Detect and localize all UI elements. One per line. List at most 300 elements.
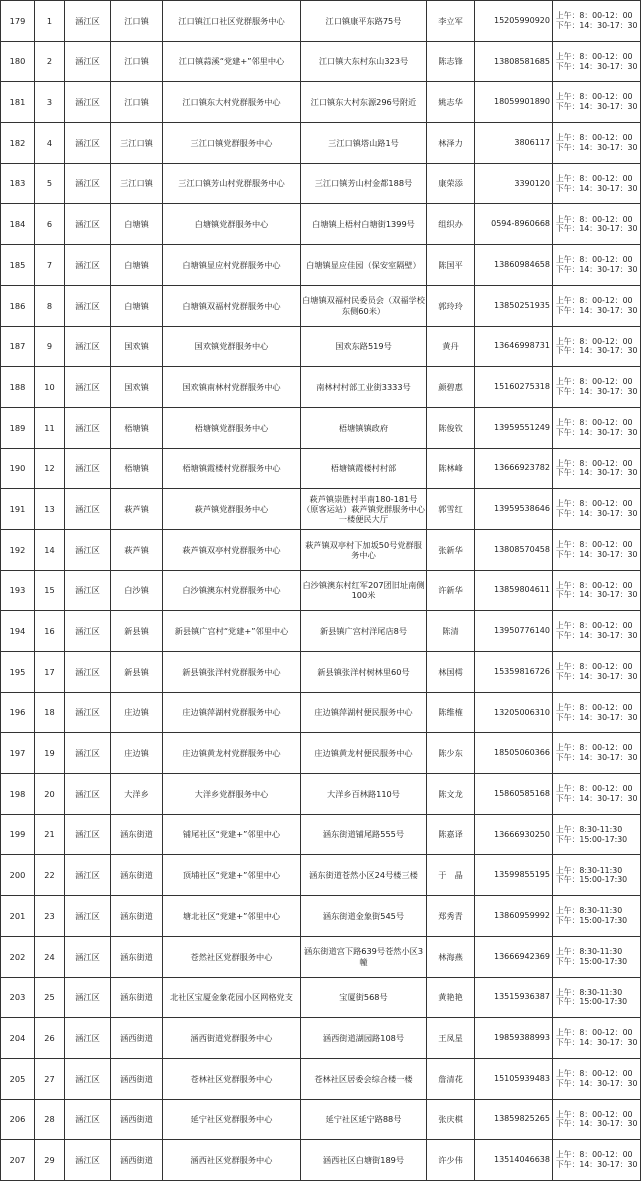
- contact-cell: 于 晶: [427, 855, 475, 896]
- center-name-cell: 梧塘镇霞楼村党群服务中心: [163, 448, 301, 489]
- table-row: [1, 733, 641, 774]
- center-name-cell: 白塘镇显应村党群服务中心: [163, 245, 301, 286]
- hours-pm: 下午：15:00-17:30: [556, 834, 628, 844]
- hours-pm: 下午：14：30-17：30: [556, 183, 638, 193]
- hours-pm: 下午：14：30-17：30: [556, 1160, 638, 1170]
- hours-cell: [553, 123, 641, 164]
- table-row: [1, 285, 641, 326]
- hours-cell: [553, 448, 641, 489]
- hours-cell: [553, 774, 641, 815]
- hours-cell: [553, 82, 641, 123]
- row-number: 5: [35, 163, 65, 204]
- hours-cell: [553, 896, 641, 937]
- hours-pm: 下午：14：30-17：30: [556, 631, 638, 641]
- row-number: 28: [35, 1099, 65, 1140]
- address-cell: 萩芦镇双亭村下加坂50号党群服务中心: [301, 529, 427, 570]
- district-cell: 涵江区: [65, 774, 111, 815]
- row-id: 204: [1, 1018, 35, 1059]
- address-cell: 三江口镇塔山路1号: [301, 123, 427, 164]
- row-id: 201: [1, 896, 35, 937]
- hours-cell: [553, 245, 641, 286]
- table-row: [1, 529, 641, 570]
- town-cell: 白塘镇: [111, 245, 163, 286]
- hours-am: 上午：8：00-12：00: [556, 580, 633, 590]
- hours-pm: 下午：14：30-17：30: [556, 712, 638, 722]
- row-number: 9: [35, 326, 65, 367]
- center-name-cell: 三江口镇芳山村党群服务中心: [163, 163, 301, 204]
- row-number: 25: [35, 977, 65, 1018]
- contact-cell: 张新华: [427, 529, 475, 570]
- row-id: 186: [1, 285, 35, 326]
- address-cell: 涵西社区白塘街189号: [301, 1140, 427, 1181]
- hours-pm: 下午：14：30-17：30: [556, 427, 638, 437]
- contact-cell: 康荣添: [427, 163, 475, 204]
- table-row: [1, 1099, 641, 1140]
- contact-cell: 许新华: [427, 570, 475, 611]
- phone-cell: 13959538646: [475, 489, 553, 530]
- row-id: 199: [1, 814, 35, 855]
- row-number: 23: [35, 896, 65, 937]
- table-row: [1, 977, 641, 1018]
- district-cell: 涵江区: [65, 489, 111, 530]
- address-cell: 宝厦街568号: [301, 977, 427, 1018]
- address-cell: 庄边镇黄龙村便民服务中心: [301, 733, 427, 774]
- hours-am: 上午：8：00-12：00: [556, 214, 633, 224]
- hours-cell: [553, 977, 641, 1018]
- table-row: [1, 611, 641, 652]
- hours-cell: [553, 652, 641, 693]
- phone-cell: 13859825265: [475, 1099, 553, 1140]
- hours-am: 上午：8:30-11:30: [556, 906, 623, 916]
- hours-pm: 下午：14：30-17：30: [556, 264, 638, 274]
- table-row: [1, 407, 641, 448]
- hours-pm: 下午：14：30-17：30: [556, 1078, 638, 1088]
- table-row: [1, 652, 641, 693]
- hours-cell: [553, 326, 641, 367]
- district-cell: 涵江区: [65, 1140, 111, 1181]
- district-cell: 涵江区: [65, 367, 111, 408]
- address-cell: 白沙镇澳东村红军207团旧址南侧100米: [301, 570, 427, 611]
- hours-am: 上午：8：00-12：00: [556, 51, 633, 61]
- row-number: 12: [35, 448, 65, 489]
- town-cell: 江口镇: [111, 41, 163, 82]
- phone-cell: 13808581685: [475, 41, 553, 82]
- district-cell: 涵江区: [65, 123, 111, 164]
- row-number: 13: [35, 489, 65, 530]
- district-cell: 涵江区: [65, 611, 111, 652]
- district-cell: 涵江区: [65, 896, 111, 937]
- town-cell: 三江口镇: [111, 123, 163, 164]
- address-cell: 庄边镇萍湖村便民服务中心: [301, 692, 427, 733]
- table-row: [1, 204, 641, 245]
- phone-cell: 13515936387: [475, 977, 553, 1018]
- hours-am: 上午：8：00-12：00: [556, 662, 633, 672]
- row-number: 22: [35, 855, 65, 896]
- center-name-cell: 三江口镇党群服务中心: [163, 123, 301, 164]
- town-cell: 庄边镇: [111, 692, 163, 733]
- hours-pm: 下午：15:00-17:30: [556, 915, 628, 925]
- town-cell: 梧塘镇: [111, 448, 163, 489]
- hours-am: 上午：8：00-12：00: [556, 499, 633, 509]
- row-number: 16: [35, 611, 65, 652]
- table-row: [1, 82, 641, 123]
- row-id: 184: [1, 204, 35, 245]
- hours-cell: [553, 163, 641, 204]
- contact-cell: 张庆棋: [427, 1099, 475, 1140]
- center-name-cell: 江口镇东大村党群服务中心: [163, 82, 301, 123]
- town-cell: 新县镇: [111, 611, 163, 652]
- contact-cell: 陈志锋: [427, 41, 475, 82]
- hours-cell: [553, 570, 641, 611]
- hours-cell: [553, 1140, 641, 1181]
- contact-cell: 李立军: [427, 1, 475, 42]
- hours-pm: 下午：14：30-17：30: [556, 671, 638, 681]
- table-row: [1, 367, 641, 408]
- center-name-cell: 涵西街道党群服务中心: [163, 1018, 301, 1059]
- phone-cell: 13514046638: [475, 1140, 553, 1181]
- center-name-cell: 庄边镇黄龙村党群服务中心: [163, 733, 301, 774]
- hours-cell: [553, 1, 641, 42]
- phone-cell: 13860959992: [475, 896, 553, 937]
- contact-cell: 组织办: [427, 204, 475, 245]
- row-number: 3: [35, 82, 65, 123]
- row-id: 198: [1, 774, 35, 815]
- phone-cell: 15105939483: [475, 1058, 553, 1099]
- address-cell: 苍林社区居委会综合楼一楼: [301, 1058, 427, 1099]
- center-name-cell: 梧塘镇党群服务中心: [163, 407, 301, 448]
- town-cell: 涵西街道: [111, 1058, 163, 1099]
- contact-cell: 许少伟: [427, 1140, 475, 1181]
- district-cell: 涵江区: [65, 1018, 111, 1059]
- district-cell: 涵江区: [65, 855, 111, 896]
- row-id: 207: [1, 1140, 35, 1181]
- center-name-cell: 新县镇广宫村“党建+”邻里中心: [163, 611, 301, 652]
- row-number: 17: [35, 652, 65, 693]
- town-cell: 涵西街道: [111, 1099, 163, 1140]
- town-cell: 国欢镇: [111, 367, 163, 408]
- contact-cell: 郑秀青: [427, 896, 475, 937]
- hours-am: 上午：8：00-12：00: [556, 1068, 633, 1078]
- phone-cell: 13599855195: [475, 855, 553, 896]
- table-body: [1, 1, 641, 1181]
- contact-cell: 陈清: [427, 611, 475, 652]
- row-number: 11: [35, 407, 65, 448]
- row-number: 14: [35, 529, 65, 570]
- town-cell: 国欢镇: [111, 326, 163, 367]
- table-row: [1, 1, 641, 42]
- phone-cell: 18505060366: [475, 733, 553, 774]
- phone-cell: 13666942369: [475, 936, 553, 977]
- contact-cell: 黄丹: [427, 326, 475, 367]
- hours-cell: [553, 407, 641, 448]
- address-cell: 江口镇东大村东源296号附近: [301, 82, 427, 123]
- row-id: 183: [1, 163, 35, 204]
- row-number: 7: [35, 245, 65, 286]
- phone-cell: 3806117: [475, 123, 553, 164]
- contact-cell: 黄艳艳: [427, 977, 475, 1018]
- contact-cell: 郭雪红: [427, 489, 475, 530]
- row-id: 179: [1, 1, 35, 42]
- contact-cell: 林泽力: [427, 123, 475, 164]
- row-number: 24: [35, 936, 65, 977]
- town-cell: 新县镇: [111, 652, 163, 693]
- hours-cell: [553, 692, 641, 733]
- hours-am: 上午：8：00-12：00: [556, 702, 633, 712]
- hours-am: 上午：8：00-12：00: [556, 458, 633, 468]
- address-cell: 涵西街道湖园路108号: [301, 1018, 427, 1059]
- hours-pm: 下午：14：30-17：30: [556, 549, 638, 559]
- row-id: 200: [1, 855, 35, 896]
- hours-am: 上午：8：00-12：00: [556, 11, 633, 21]
- hours-cell: [553, 489, 641, 530]
- address-cell: 新县镇张洋村树林里60号: [301, 652, 427, 693]
- address-cell: 涵东街道宫下路639号苍然小区3幢: [301, 936, 427, 977]
- phone-cell: 19859388993: [475, 1018, 553, 1059]
- address-cell: 梧塘镇霞楼村村部: [301, 448, 427, 489]
- hours-cell: [553, 611, 641, 652]
- phone-cell: 13959551249: [475, 407, 553, 448]
- address-cell: 延宁社区延宁路88号: [301, 1099, 427, 1140]
- table-row: [1, 245, 641, 286]
- contact-cell: 陈俊钦: [427, 407, 475, 448]
- row-number: 15: [35, 570, 65, 611]
- hours-pm: 下午：14：30-17：30: [556, 1038, 638, 1048]
- district-cell: 涵江区: [65, 204, 111, 245]
- hours-pm: 下午：14：30-17：30: [556, 61, 638, 71]
- table-row: [1, 570, 641, 611]
- contact-cell: 王凤星: [427, 1018, 475, 1059]
- center-name-cell: 江口镇江口社区党群服务中心: [163, 1, 301, 42]
- address-cell: 白塘镇上梧村白塘街1399号: [301, 204, 427, 245]
- hours-am: 上午：8:30-11:30: [556, 865, 623, 875]
- hours-pm: 下午：14：30-17：30: [556, 509, 638, 519]
- town-cell: 涵东街道: [111, 814, 163, 855]
- row-id: 180: [1, 41, 35, 82]
- contact-cell: 陈少东: [427, 733, 475, 774]
- row-number: 1: [35, 1, 65, 42]
- contact-cell: 林海燕: [427, 936, 475, 977]
- address-cell: 萩芦镇崇胜村半南180-181号（原客运站）萩芦镇党群服务中心一楼便民大厅: [301, 489, 427, 530]
- phone-cell: 13850251935: [475, 285, 553, 326]
- phone-cell: 15359816726: [475, 652, 553, 693]
- hours-pm: 下午：14：30-17：30: [556, 793, 638, 803]
- table-row: [1, 163, 641, 204]
- center-name-cell: 涵西社区党群服务中心: [163, 1140, 301, 1181]
- contact-cell: 陈林峰: [427, 448, 475, 489]
- center-name-cell: 苍林社区党群服务中心: [163, 1058, 301, 1099]
- table-row: [1, 774, 641, 815]
- town-cell: 萩芦镇: [111, 529, 163, 570]
- phone-cell: 18059901890: [475, 82, 553, 123]
- row-id: 185: [1, 245, 35, 286]
- contact-cell: 陈维榷: [427, 692, 475, 733]
- table-row: [1, 814, 641, 855]
- row-id: 181: [1, 82, 35, 123]
- hours-am: 上午：8：00-12：00: [556, 1150, 633, 1160]
- row-id: 203: [1, 977, 35, 1018]
- row-id: 195: [1, 652, 35, 693]
- hours-cell: [553, 1058, 641, 1099]
- row-number: 26: [35, 1018, 65, 1059]
- phone-cell: 13666923782: [475, 448, 553, 489]
- phone-cell: 13808570458: [475, 529, 553, 570]
- district-cell: 涵江区: [65, 652, 111, 693]
- center-name-cell: 塘北社区“党建+”邻里中心: [163, 896, 301, 937]
- table-row: [1, 855, 641, 896]
- address-cell: 国欢东路519号: [301, 326, 427, 367]
- center-name-cell: 萩芦镇党群服务中心: [163, 489, 301, 530]
- phone-cell: 13205006310: [475, 692, 553, 733]
- hours-am: 上午：8：00-12：00: [556, 743, 633, 753]
- table-row: [1, 123, 641, 164]
- row-id: 190: [1, 448, 35, 489]
- hours-am: 上午：8：00-12：00: [556, 173, 633, 183]
- hours-cell: [553, 367, 641, 408]
- phone-cell: 3390120: [475, 163, 553, 204]
- table-row: [1, 692, 641, 733]
- contact-cell: 陈嘉译: [427, 814, 475, 855]
- hours-pm: 下午：15:00-17:30: [556, 875, 628, 885]
- table-row: [1, 936, 641, 977]
- hours-pm: 下午：14：30-17：30: [556, 468, 638, 478]
- hours-am: 上午：8：00-12：00: [556, 377, 633, 387]
- address-cell: 白塘镇双福村民委员会（双福学校东侧60米）: [301, 285, 427, 326]
- row-number: 4: [35, 123, 65, 164]
- town-cell: 梧塘镇: [111, 407, 163, 448]
- town-cell: 江口镇: [111, 1, 163, 42]
- district-cell: 涵江区: [65, 407, 111, 448]
- hours-pm: 下午：14：30-17：30: [556, 142, 638, 152]
- hours-pm: 下午：15:00-17:30: [556, 956, 628, 966]
- row-id: 192: [1, 529, 35, 570]
- district-cell: 涵江区: [65, 326, 111, 367]
- hours-am: 上午：8：00-12：00: [556, 621, 633, 631]
- phone-cell: 0594-8960668: [475, 204, 553, 245]
- district-cell: 涵江区: [65, 936, 111, 977]
- hours-am: 上午：8：00-12：00: [556, 784, 633, 794]
- center-name-cell: 苍然社区党群服务中心: [163, 936, 301, 977]
- hours-am: 上午：8：00-12：00: [556, 1028, 633, 1038]
- center-name-cell: 延宁社区党群服务中心: [163, 1099, 301, 1140]
- center-name-cell: 白沙镇澳东村党群服务中心: [163, 570, 301, 611]
- district-cell: 涵江区: [65, 692, 111, 733]
- district-cell: 涵江区: [65, 733, 111, 774]
- hours-pm: 下午：14：30-17：30: [556, 590, 638, 600]
- center-name-cell: 国欢镇南林村党群服务中心: [163, 367, 301, 408]
- district-cell: 涵江区: [65, 977, 111, 1018]
- district-cell: 涵江区: [65, 529, 111, 570]
- table-row: [1, 448, 641, 489]
- district-cell: 涵江区: [65, 1099, 111, 1140]
- hours-cell: [553, 204, 641, 245]
- row-id: 188: [1, 367, 35, 408]
- row-number: 29: [35, 1140, 65, 1181]
- row-id: 202: [1, 936, 35, 977]
- table-row: [1, 489, 641, 530]
- row-number: 8: [35, 285, 65, 326]
- hours-am: 上午：8:30-11:30: [556, 946, 623, 956]
- table-row: [1, 1140, 641, 1181]
- district-cell: 涵江区: [65, 163, 111, 204]
- town-cell: 涵西街道: [111, 1018, 163, 1059]
- hours-am: 上午：8：00-12：00: [556, 133, 633, 143]
- contact-cell: 陈国平: [427, 245, 475, 286]
- table-row: [1, 1018, 641, 1059]
- row-number: 27: [35, 1058, 65, 1099]
- town-cell: 涵东街道: [111, 896, 163, 937]
- hours-pm: 下午：15:00-17:30: [556, 997, 628, 1007]
- hours-am: 上午：8：00-12：00: [556, 92, 633, 102]
- contact-cell: 陈文龙: [427, 774, 475, 815]
- row-id: 193: [1, 570, 35, 611]
- district-cell: 涵江区: [65, 1058, 111, 1099]
- district-cell: 涵江区: [65, 82, 111, 123]
- district-cell: 涵江区: [65, 814, 111, 855]
- hours-cell: [553, 41, 641, 82]
- hours-pm: 下午：14：30-17：30: [556, 102, 638, 112]
- hours-am: 上午：8：00-12：00: [556, 255, 633, 265]
- hours-pm: 下午：14：30-17：30: [556, 20, 638, 30]
- center-name-cell: 新县镇张洋村党群服务中心: [163, 652, 301, 693]
- row-number: 10: [35, 367, 65, 408]
- row-id: 191: [1, 489, 35, 530]
- district-cell: 涵江区: [65, 245, 111, 286]
- center-name-cell: 顶埔社区“党建+”邻里中心: [163, 855, 301, 896]
- phone-cell: 15160275318: [475, 367, 553, 408]
- center-name-cell: 北社区宝厦金象花园小区网格党支: [163, 977, 301, 1018]
- town-cell: 白塘镇: [111, 285, 163, 326]
- phone-cell: 13860984658: [475, 245, 553, 286]
- hours-cell: [553, 814, 641, 855]
- district-cell: 涵江区: [65, 285, 111, 326]
- phone-cell: 15205990920: [475, 1, 553, 42]
- hours-pm: 下午：14：30-17：30: [556, 753, 638, 763]
- hours-am: 上午：8:30-11:30: [556, 824, 623, 834]
- hours-cell: [553, 936, 641, 977]
- hours-am: 上午：8：00-12：00: [556, 417, 633, 427]
- town-cell: 三江口镇: [111, 163, 163, 204]
- town-cell: 白沙镇: [111, 570, 163, 611]
- hours-pm: 下午：14：30-17：30: [556, 387, 638, 397]
- phone-cell: 15860585168: [475, 774, 553, 815]
- district-cell: 涵江区: [65, 41, 111, 82]
- town-cell: 涵西街道: [111, 1140, 163, 1181]
- phone-cell: 13950776140: [475, 611, 553, 652]
- address-cell: 大洋乡百林路110号: [301, 774, 427, 815]
- center-name-cell: 江口镇蒜溪“党建+”邻里中心: [163, 41, 301, 82]
- row-id: 196: [1, 692, 35, 733]
- table-row: [1, 41, 641, 82]
- contact-cell: 郭玲玲: [427, 285, 475, 326]
- center-name-cell: 大洋乡党群服务中心: [163, 774, 301, 815]
- address-cell: 江口镇大东村东山323号: [301, 41, 427, 82]
- center-name-cell: 白塘镇党群服务中心: [163, 204, 301, 245]
- center-name-cell: 国欢镇党群服务中心: [163, 326, 301, 367]
- contact-cell: 林国樗: [427, 652, 475, 693]
- center-name-cell: 庄边镇萍湖村党群服务中心: [163, 692, 301, 733]
- row-number: 19: [35, 733, 65, 774]
- hours-pm: 下午：14：30-17：30: [556, 305, 638, 315]
- town-cell: 涵东街道: [111, 855, 163, 896]
- hours-pm: 下午：14：30-17：30: [556, 1119, 638, 1129]
- address-cell: 涵东街道苍然小区24号楼三楼: [301, 855, 427, 896]
- hours-am: 上午：8:30-11:30: [556, 987, 623, 997]
- table-row: [1, 896, 641, 937]
- row-number: 2: [35, 41, 65, 82]
- hours-cell: [553, 855, 641, 896]
- row-id: 189: [1, 407, 35, 448]
- hours-am: 上午：8：00-12：00: [556, 540, 633, 550]
